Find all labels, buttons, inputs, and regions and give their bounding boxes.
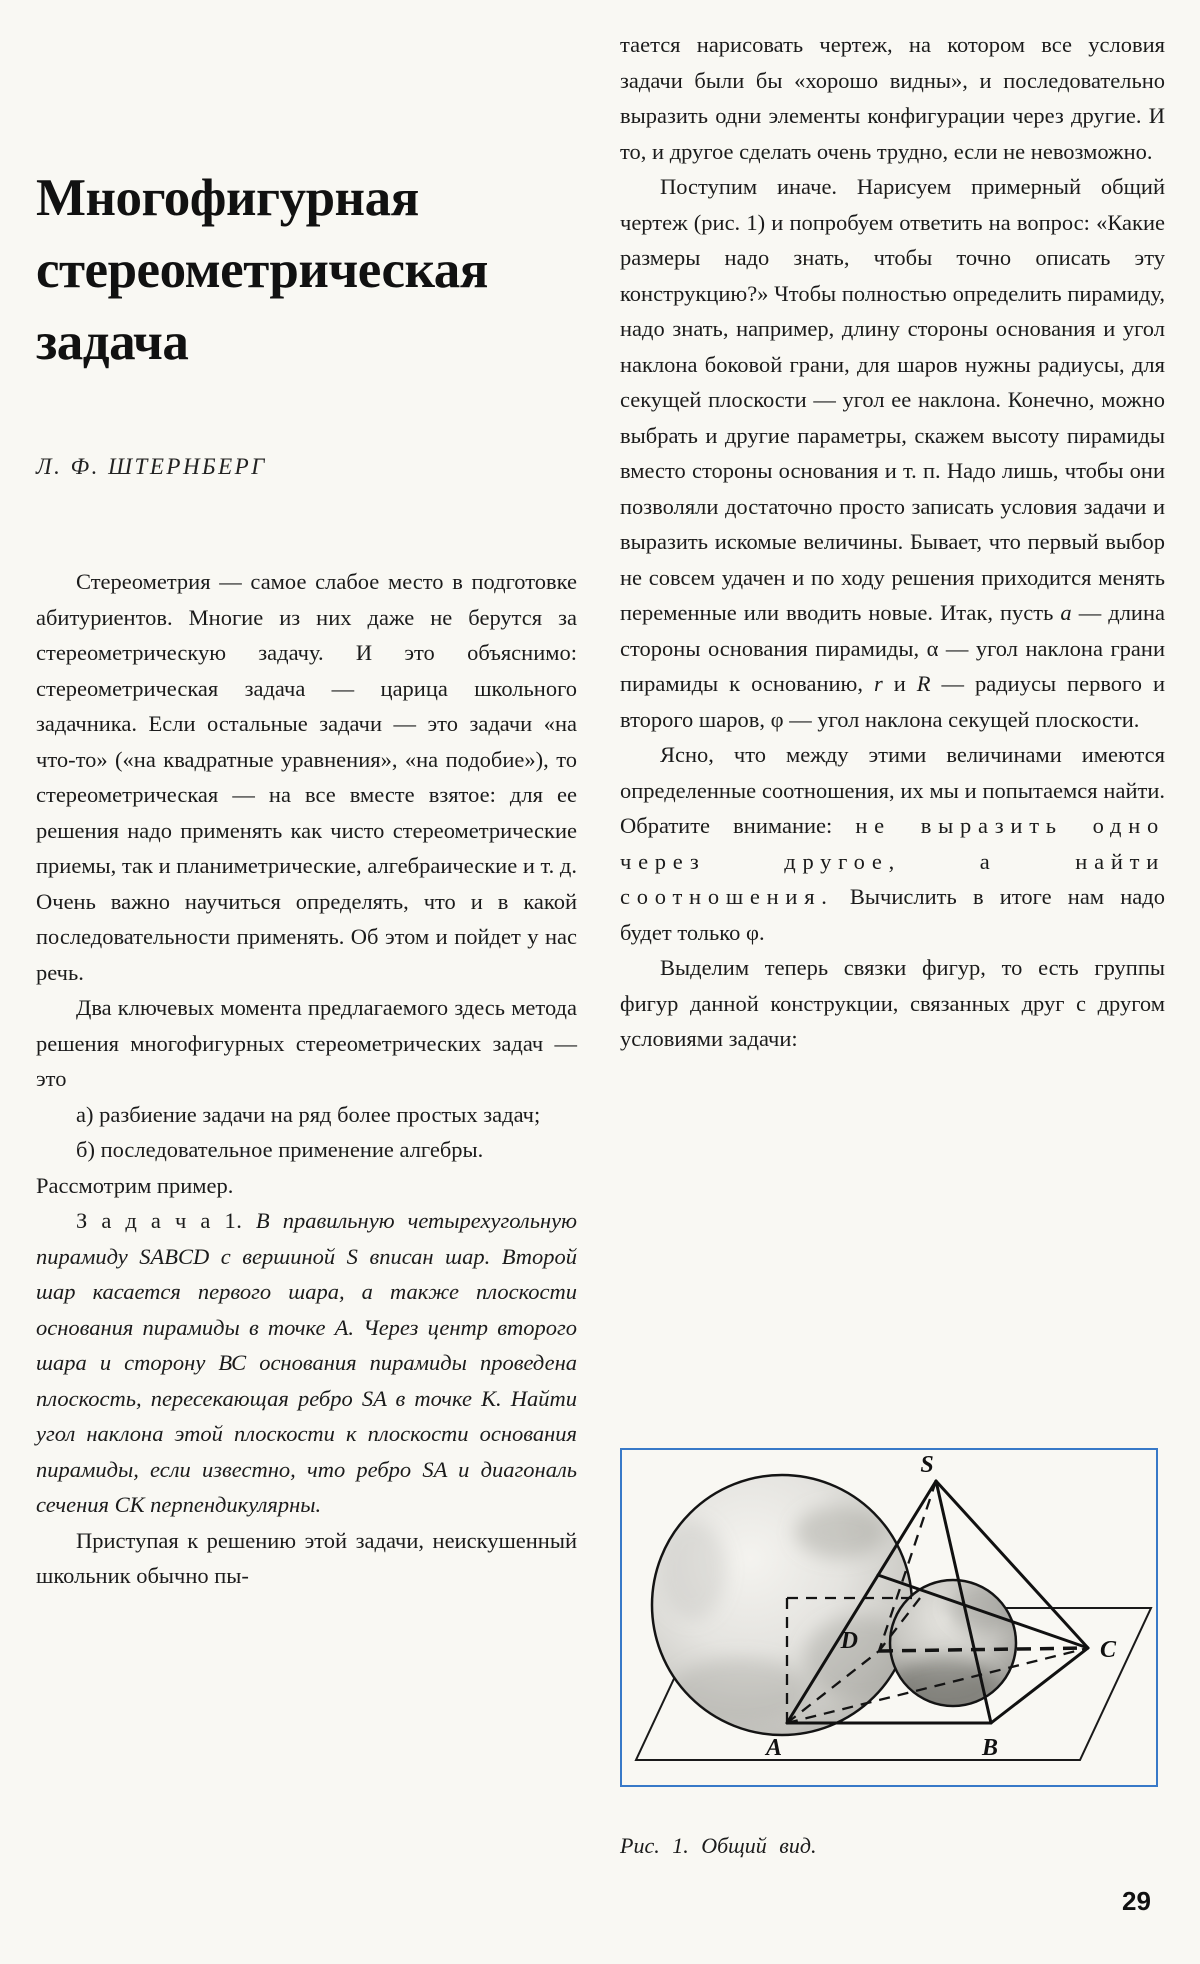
label-C: C bbox=[1100, 1637, 1117, 1663]
text-segment: — длина стороны основания пирамиды, α — угол наклона грани пирамиды к основанию, bbox=[620, 600, 1165, 696]
left-column bbox=[36, 0, 577, 1594]
text-segment: а) разбиение задачи на ряд более простых задач; bbox=[76, 1101, 541, 1127]
text-segment: Вычислить в итоге нам надо будет только φ. bbox=[620, 884, 1165, 945]
text-segment: б) последовательное применение алгебры. bbox=[76, 1137, 484, 1162]
text-segment: a bbox=[1060, 600, 1072, 625]
text-segment: — радиусы первого и второго шаров, φ — угол наклона секущей плоскости. bbox=[620, 671, 1165, 732]
paragraph bbox=[36, 1203, 577, 1523]
text-segment: R bbox=[916, 671, 931, 696]
paragraph bbox=[36, 990, 577, 1097]
paragraph bbox=[36, 1523, 577, 1594]
text-segment: не выразить одно через другое, а найти соотношения. bbox=[620, 813, 1166, 909]
paragraph bbox=[36, 1132, 577, 1168]
paragraph bbox=[36, 1097, 577, 1133]
text-segment: Ясно, что между этими величинами имеются определенные соотношения, их мы и попытаемся найти. Обратите внимание: bbox=[620, 742, 1165, 838]
page-number: 29 bbox=[1122, 1886, 1151, 1916]
text-segment: тается нарисовать чертеж, на котором все условия задачи были бы «хорошо видны», и последовательно выразить одни элементы конфигурации через другие. И то, и другое сделать очень трудно, если не невозможно. bbox=[620, 32, 1165, 164]
text-segment: Поступим иначе. Нарисуем примерный общий чертеж (рис. 1) и попробуем ответить на вопрос: «Какие размеры надо знать, чтобы точно описать эту конструкцию?» Чтобы полностью определить пирамиду, надо знать, например, длину стороны основания и угол наклона боковой грани, для шаров нужны радиусы, для секущей плоскости — угол ее наклона. Конечно, можно выбрать и другие параметры, скажем высоту пирамиды вместо стороны основания и т. п. Надо лишь, чтобы они позволяли достаточно просто записать условия задачи и выразить искомые величины. Бывает, что первый выбор не совсем удачен и по ходу решения приходится менять переменные или вводить новые. Итак, пусть bbox=[620, 174, 1165, 625]
title-line: Многофигурная bbox=[36, 169, 419, 227]
paragraph bbox=[36, 1168, 577, 1204]
left-column-text bbox=[36, 564, 577, 1594]
right-column-text bbox=[620, 27, 1165, 1057]
text-segment: Два ключевых момента предлагаемого здесь метода решения многофигурных стереометрических задач — это bbox=[36, 995, 577, 1091]
figure-1-drawing bbox=[622, 1450, 1156, 1785]
right-column bbox=[620, 0, 1165, 1057]
text-segment: Выделим теперь связки фигур, то есть группы фигур данной конструкции, связанных друг с другом условиями задачи: bbox=[620, 955, 1165, 1051]
title-line: стереометрическая bbox=[36, 241, 488, 299]
paragraph bbox=[620, 950, 1165, 1057]
text-segment: и bbox=[882, 671, 917, 696]
text-segment: В правильную четырехугольную пирамиду SABCD с вершиной S вписан шар. Второй шар касается первого шара, а также плоскости основания пирамиды в точке А. Через центр второго шара и сторону ВС основания пирамиды проведена плоскость, пересекающая ребро SA в точке К. Найти угол наклона этой плоскости к плоскости основания пирамиды, если известно, что ребро SA и диагональ сечения СК перпендикулярны. bbox=[36, 1208, 577, 1517]
author-byline: Л. Ф. ШТЕРНБЕРГ bbox=[36, 454, 267, 479]
text-segment: З а д а ч а 1. bbox=[76, 1208, 256, 1233]
label-D: D bbox=[840, 1628, 858, 1654]
label-S: S bbox=[920, 1452, 934, 1478]
figure-1 bbox=[620, 1448, 1158, 1859]
text-segment: Рассмотрим пример. bbox=[36, 1172, 234, 1198]
label-B: B bbox=[981, 1735, 999, 1761]
paragraph bbox=[620, 737, 1165, 950]
label-A: A bbox=[765, 1735, 783, 1761]
paragraph bbox=[36, 564, 577, 990]
text-segment: r bbox=[873, 671, 883, 696]
paragraph bbox=[620, 169, 1165, 737]
text-segment: Приступая к решению этой задачи, неискушенный школьник обычно пы- bbox=[36, 1527, 577, 1588]
figure-1-frame bbox=[620, 1448, 1158, 1787]
article-title bbox=[36, 162, 577, 378]
paragraph bbox=[620, 27, 1165, 169]
text-segment: Стереометрия — самое слабое место в подготовке абитуриентов. Многие из них даже не берутся за стереометрическую задачу. И это объяснимо: стереометрическая задача — царица школьного задачника. Если остальные задачи — это задачи «на что-то» («на квадратные уравнения», «на подобие»), то стереометрическая — на все вместе взятое: для ее решения надо применять как чисто стереометрические приемы, так и планиметрические, алгебраические и т. д. Очень важно научиться определять, что и в какой последовательности применять. Об этом и пойдет у нас речь. bbox=[36, 569, 577, 985]
figure-1-caption: Рис. 1. Общий вид. bbox=[620, 1833, 817, 1858]
title-line: задача bbox=[36, 313, 189, 371]
